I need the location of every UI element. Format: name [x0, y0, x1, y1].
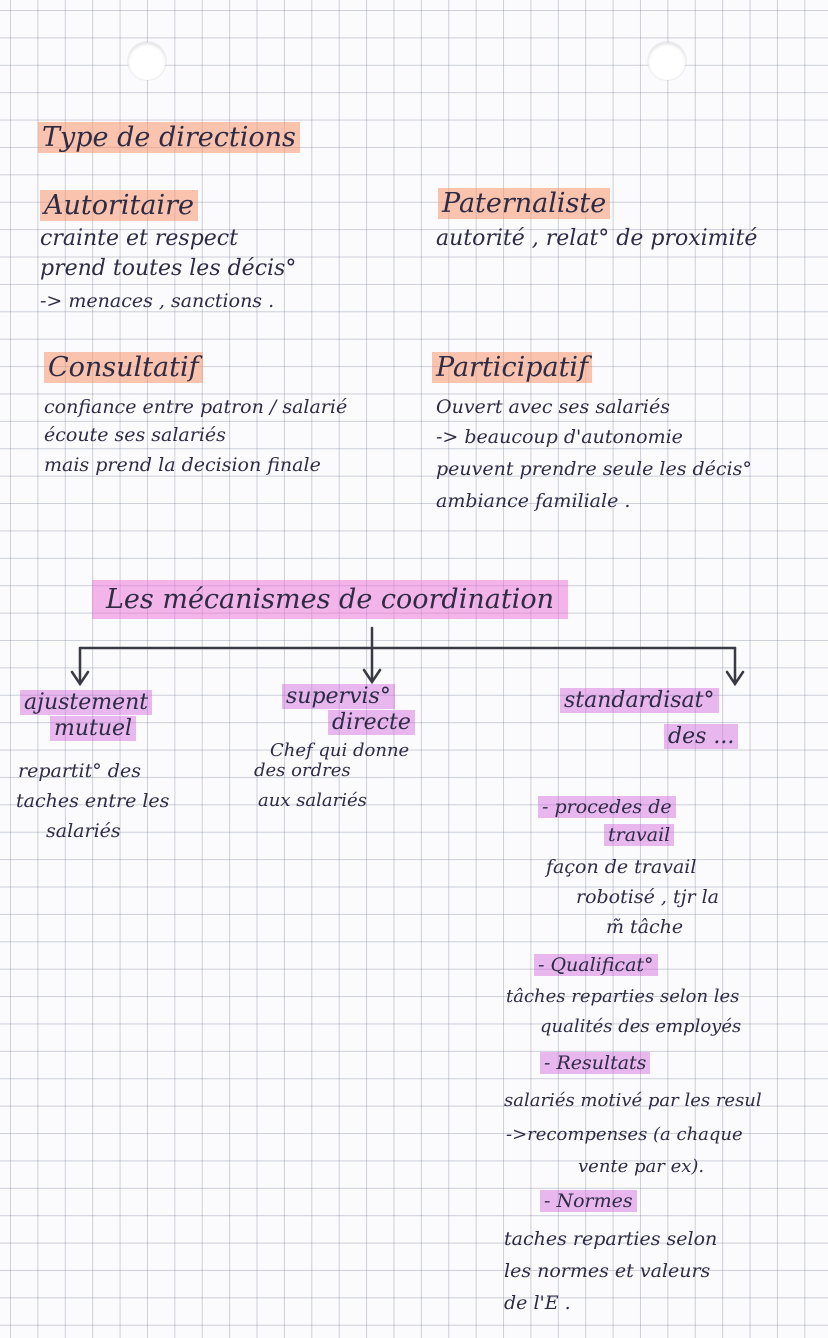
text-line: aux salariés — [258, 790, 367, 811]
text-line: façon de travail — [546, 856, 697, 878]
heading-supervision-2: directe — [328, 710, 415, 736]
page-title: Type de directions — [38, 122, 300, 154]
text-line: salariés motivé par les resul — [504, 1090, 762, 1111]
heading-autoritaire: Autoritaire — [40, 190, 198, 222]
text-line: Ouvert avec ses salariés — [436, 396, 670, 418]
text-line: tâches reparties selon les — [506, 986, 740, 1007]
heading-standardisation-2: des ... — [664, 724, 738, 750]
text-line: Chef qui donne — [270, 740, 410, 761]
text-line: ambiance familiale . — [436, 490, 631, 512]
heading-ajustement-2: mutuel — [50, 716, 136, 742]
text-line: des ordres — [254, 760, 351, 781]
text-line: qualités des employés — [540, 1016, 742, 1037]
text-line: mais prend la decision finale — [44, 454, 321, 476]
heading-participatif: Participatif — [432, 352, 592, 384]
text-line: confiance entre patron / salarié — [44, 396, 348, 418]
text-line: ->recompenses (a chaque — [506, 1124, 743, 1145]
text-line: autorité , relat° de proximité — [436, 226, 758, 251]
standardisation-item-label: - Normes — [540, 1190, 637, 1212]
standardisation-item-label: - procedes de — [538, 796, 676, 818]
text-line: repartit° des — [18, 760, 141, 782]
coordination-title: Les mécanismes de coordination — [92, 584, 568, 616]
text-line: les normes et valeurs — [504, 1260, 711, 1282]
text-line: taches entre les — [16, 790, 170, 812]
standardisation-item-label: - Resultats — [540, 1052, 650, 1074]
heading-paternaliste: Paternaliste — [438, 188, 610, 220]
text-line: m̃ tâche — [606, 916, 684, 938]
standardisation-item-label-2: travail — [604, 824, 674, 846]
heading-supervision: supervis° — [282, 684, 395, 710]
text-line: salariés — [46, 820, 121, 842]
text-line: taches reparties selon — [504, 1228, 718, 1250]
standardisation-item-label: - Qualificat° — [534, 954, 658, 976]
heading-ajustement: ajustement — [20, 690, 152, 716]
text-line: crainte et respect — [40, 226, 238, 251]
text-line: -> beaucoup d'autonomie — [436, 426, 683, 448]
text-line: écoute ses salariés — [44, 424, 226, 446]
text-line: vente par ex). — [578, 1156, 705, 1177]
text-line: de l'E . — [504, 1292, 571, 1314]
text-line: robotisé , tjr la — [576, 886, 720, 908]
text-line: -> menaces , sanctions . — [40, 290, 275, 312]
heading-consultatif: Consultatif — [44, 352, 203, 384]
text-line: peuvent prendre seule les décis° — [436, 458, 752, 480]
heading-standardisation: standardisat° — [560, 688, 719, 714]
text-line: prend toutes les décis° — [40, 256, 297, 281]
